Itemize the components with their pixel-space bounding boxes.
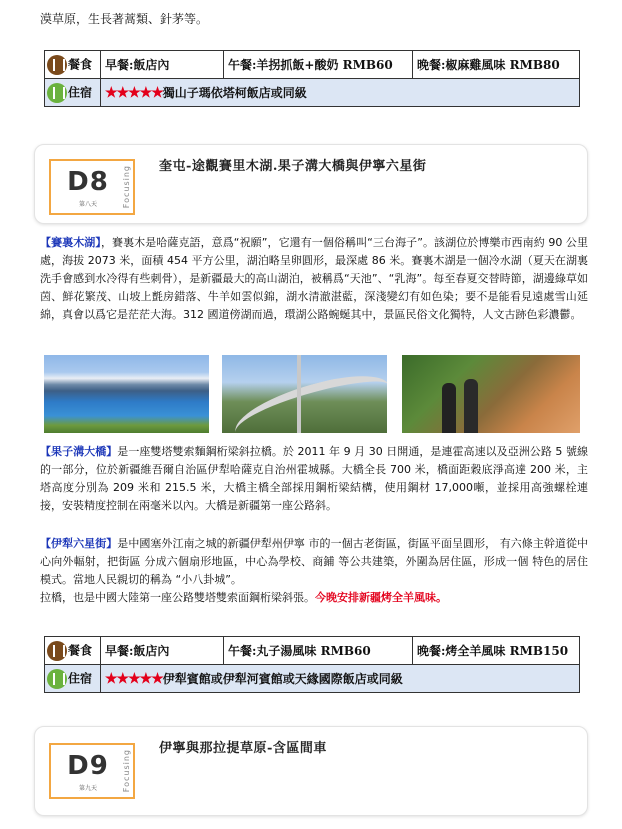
day9-sub: 第九天 — [78, 785, 97, 792]
stay-row — [45, 79, 580, 107]
stay-label: 住宿 — [68, 671, 93, 685]
guozigou-name: 【果子溝大橋】 — [40, 445, 118, 458]
stay-label-cell — [45, 79, 101, 107]
hotel-icon — [47, 83, 67, 103]
meal-row — [45, 51, 580, 79]
day8-number: D8 — [67, 167, 109, 197]
lunch-cell: 午餐:丸子湯風味 RMB60 — [224, 637, 413, 665]
liuxing-paragraph — [40, 535, 588, 607]
hotel-name: 伊犁賓館或伊犁河賓館或天緣國際飯店或同級 — [162, 672, 403, 686]
meal-label: 餐食 — [68, 643, 93, 657]
dinner-cell: 晚餐:烤全羊風味 RMB150 — [413, 637, 580, 665]
meal-label-cell — [45, 637, 101, 665]
day8-title: 奎屯-途觀賽里木湖.果子溝大橋與伊寧六星街 — [159, 159, 427, 174]
sayram-lake-photo — [44, 355, 209, 433]
restaurant-icon — [47, 55, 67, 75]
guozigou-paragraph — [40, 443, 588, 515]
day8-card — [34, 144, 588, 224]
liuxing-text: 是中國塞外江南之城的新疆伊犁州伊寧 市的一個古老街區，街區平面呈圓形， 有六條主幹道從中心向外輻射，把街區 分成六個扇形地區，中心為學校、商鋪 等公共建築，外圍為居住區，形成一個 特色的居住模式。當地人民親切的稱為 “小八卦城”。 — [40, 537, 588, 586]
liuxing-name: 【伊犁六星街】 — [40, 537, 118, 550]
liuxing-street-photo — [402, 355, 580, 433]
hotel-cell — [101, 79, 580, 107]
day8-badge — [49, 159, 135, 215]
guozigou-bridge-photo — [222, 355, 387, 433]
stay-label-cell — [45, 665, 101, 693]
breakfast-cell: 早餐:飯店內 — [101, 51, 224, 79]
hotel-name: 獨山子瑪依塔柯飯店或同級 — [162, 86, 307, 100]
sayram-paragraph — [40, 234, 588, 324]
stay-label: 住宿 — [68, 85, 93, 99]
day9-number: D9 — [67, 751, 109, 781]
star-rating: ★★★★★ — [105, 85, 163, 101]
day9-badge — [49, 743, 135, 799]
day9-card — [34, 726, 588, 816]
day9-title: 伊寧與那拉提草原-含區間車 — [159, 741, 327, 756]
intro-text: 漠草原，生長著蒿類、針茅等。 — [40, 12, 209, 26]
day8-sub: 第八天 — [78, 201, 97, 208]
meal-label-cell — [45, 51, 101, 79]
meal-table-day8 — [44, 636, 580, 693]
star-rating: ★★★★★ — [105, 671, 163, 687]
hotel-icon — [47, 669, 67, 689]
stay-row — [45, 665, 580, 693]
dinner-note: 今晚安排新疆烤全羊風味。 — [315, 591, 447, 604]
day8-focus: Focusing — [122, 165, 131, 209]
day9-focus: Focusing — [122, 749, 131, 793]
restaurant-icon — [47, 641, 67, 661]
dinner-cell: 晚餐:椒麻雞風味 RMB80 — [413, 51, 580, 79]
meal-table-day7 — [44, 50, 580, 107]
meal-row — [45, 637, 580, 665]
sayram-name: 【賽裏木湖】 — [40, 236, 101, 249]
breakfast-cell: 早餐:飯店內 — [101, 637, 224, 665]
guozigou-text: 是一座雙塔雙索麵鋼桁梁斜拉橋。於 2011 年 9 月 30 日開通，是連霍高速以及亞洲公路 5 號線的一部分，位於新疆維吾爾自治區伊犁哈薩克自治州霍城縣。大橋全長 700 米，橋面距穀底淨高達 200 米，主塔高度分別為 209 米和 215.5 米，大橋主橋全部採用鋼桁梁結構，使用鋼材 17,000噸，並採用高強螺栓連接，安裝精度控制在兩毫米以內。大橋是新疆第一座公路斜。 — [40, 445, 588, 512]
meal-label: 餐食 — [68, 57, 93, 71]
hotel-cell — [101, 665, 580, 693]
liuxing-text2: 拉橋，也是中國大陸第一座公路雙塔雙索面鋼桁梁斜張。 — [40, 591, 315, 604]
sayram-text: ，賽裏木是哈薩克語，意爲“祝願”，它還有一個俗稱叫“三台海子”。該湖位於博樂市西南約 90 公里處，海拔 2073 米，面積 454 平方公里，湖泊略呈卵圓形，最深處 86 米。賽裏木湖是一個冷水湖（夏天在湖裏洗手會感到水冷得有些刺骨），是新疆最大的高山湖泊，被稱爲“天池”、“乳海”。每至春夏交替時節，湖邊綠草如茵、鮮花繁茂、山坡上氈房錯落、牛羊如雲似錦，湖水清澈湛藍，深淺變幻有如色染；要不是能看見遠處雪山延綿，真會以爲它是茫茫大海。312 國道傍湖而過，環湖公路蜿蜒其中，景區民俗文化獨特，人文古跡色彩濃鬱。 — [40, 236, 588, 321]
lunch-cell: 午餐:羊拐抓飯+酸奶 RMB60 — [224, 51, 413, 79]
